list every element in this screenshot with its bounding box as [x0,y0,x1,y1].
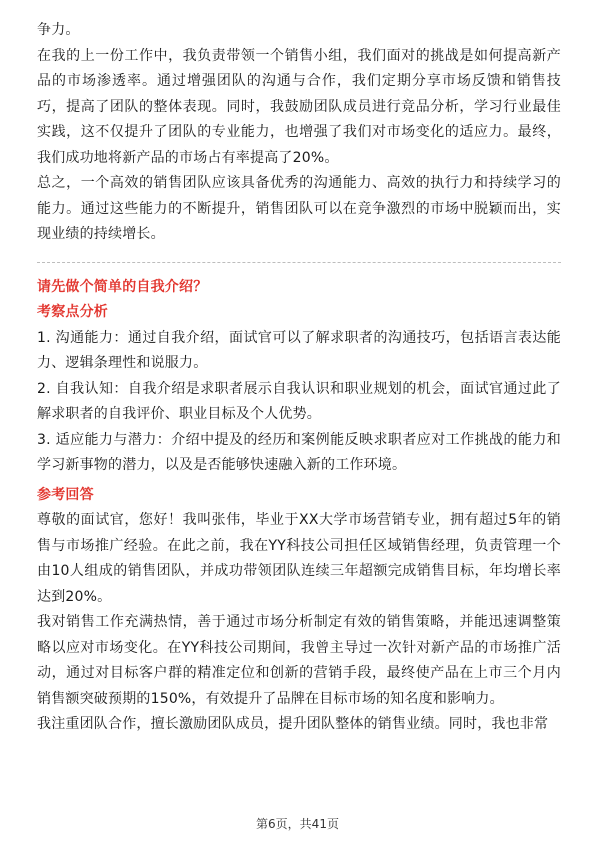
analysis-heading: 考察点分析 [37,304,108,320]
analysis-point: 2. 自我认知：自我介绍是求职者展示自我认识和职业规划的机会，面试官通过此了解求职者的自我评价、职业目标及个人优势。 [37,380,561,422]
answer-heading: 参考回答 [37,486,94,503]
analysis-point: 1. 沟通能力：通过自我介绍，面试官可以了解求职者的沟通技巧，包括语言表达能力、逻辑条理性和说服力。 [37,329,561,371]
answer-paragraph: 尊敬的面试官，您好！我叫张伟，毕业于XX大学市场营销专业，拥有超过5年的销售与市场推广经验。在此之前，我在YY科技公司担任区域销售经理，负责管理一个由10人组成的销售团队，并成功带领团队连续三年超额完成销售目标，年均增长率达到20%。 [37,512,561,605]
question-title: 请先做个简单的自我介绍？ [37,278,208,295]
page-number: 第6页，共41页 [256,817,339,831]
answer-paragraph: 我对销售工作充满热情，善于通过市场分析制定有效的销售策略，并能迅速调整策略以应对市场变化。在YY科技公司期间，我曾主导过一次针对新产品的市场推广活动，通过对目标客户群的精准定位和创新的营销手段，最终使产品在上市三个月内销售额突破预期的150%，有效提升了品牌在目标市场的知名度和影响力。 [37,614,561,707]
page-content [37,18,561,738]
intro-paragraph: 争力。 [37,22,80,38]
intro-paragraph: 总之，一个高效的销售团队应该具备优秀的沟通能力、高效的执行力和持续学习的能力。通过这些能力的不断提升，销售团队可以在竞争激烈的市场中脱颖而出，实现业绩的持续增长。 [37,175,561,242]
answer-paragraph: 我注重团队合作，擅长激励团队成员，提升团队整体的销售业绩。同时，我也非常 [37,716,549,732]
section-divider [37,262,561,263]
intro-paragraph: 在我的上一份工作中，我负责带领一个销售小组，我们面对的挑战是如何提高新产品的市场渗透率。通过增强团队的沟通与合作，我们定期分享市场反馈和销售技巧，提高了团队的整体表现。同时，我鼓励团队成员进行竞品分析，学习行业最佳实践，这不仅提升了团队的专业能力，也增强了我们对市场变化的适应力。最终，我们成功地将新产品的市场占有率提高了20%。 [37,47,561,166]
analysis-point: 3. 适应能力与潜力：介绍中提及的经历和案例能反映求职者应对工作挑战的能力和学习新事物的潜力，以及是否能够快速融入新的工作环境。 [37,431,561,473]
